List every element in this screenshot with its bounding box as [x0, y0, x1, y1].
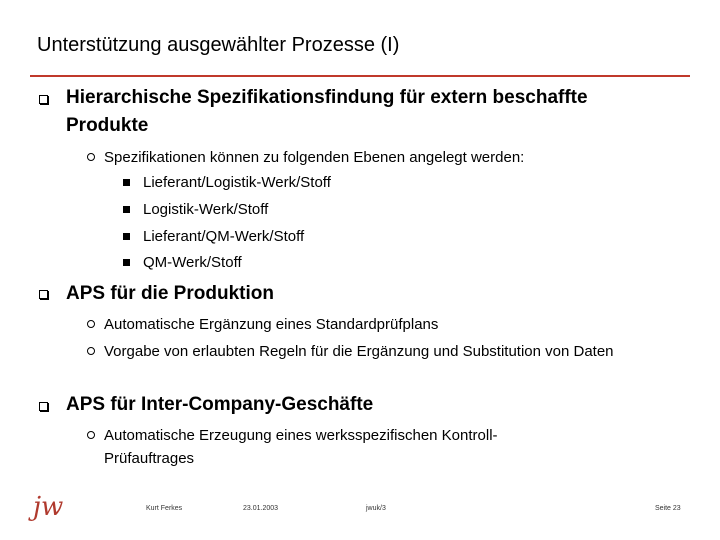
square-bullet-icon	[39, 95, 48, 104]
filled-square-bullet-icon	[123, 179, 130, 186]
circle-bullet-icon	[87, 431, 95, 439]
jw-logo: jw	[33, 492, 64, 522]
circle-bullet-icon	[87, 320, 95, 328]
sub-point: Automatische Ergänzung eines Standardprüfplans	[104, 316, 439, 333]
sub-point: Vorgabe von erlaubten Regeln für die Ergänzung und Substitution von Daten	[104, 343, 614, 360]
filled-square-bullet-icon	[123, 259, 130, 266]
section-heading: Hierarchische Spezifikationsfindung für extern beschaffte Produkte	[66, 87, 588, 136]
footer-date: 23.01.2003	[243, 505, 279, 512]
sub-point: Spezifikationen können zu folgenden Ebenen angelegt werden:	[104, 149, 525, 166]
section-heading: APS für die Produktion	[66, 283, 274, 304]
section-heading: APS für Inter-Company-Geschäfte	[66, 394, 374, 415]
sub-point: Automatische Erzeugung eines werksspezifischen Kontroll-Prüfauftrages	[104, 427, 498, 467]
list-item: Lieferant/QM-Werk/Stoff	[143, 228, 305, 245]
footer-page-number: Seite 23	[655, 505, 681, 512]
square-bullet-icon	[39, 402, 48, 411]
filled-square-bullet-icon	[123, 233, 130, 240]
circle-bullet-icon	[87, 153, 95, 161]
footer-code: jwuk/3	[366, 505, 386, 512]
square-bullet-icon	[39, 290, 48, 299]
filled-square-bullet-icon	[123, 206, 130, 213]
footer-author: Kurt Ferkes	[146, 505, 183, 512]
slide-title: Unterstützung ausgewählter Prozesse (I)	[37, 34, 400, 56]
list-item: Lieferant/Logistik-Werk/Stoff	[143, 174, 331, 191]
list-item: QM-Werk/Stoff	[143, 254, 242, 271]
list-item: Logistik-Werk/Stoff	[143, 201, 269, 218]
circle-bullet-icon	[87, 347, 95, 355]
